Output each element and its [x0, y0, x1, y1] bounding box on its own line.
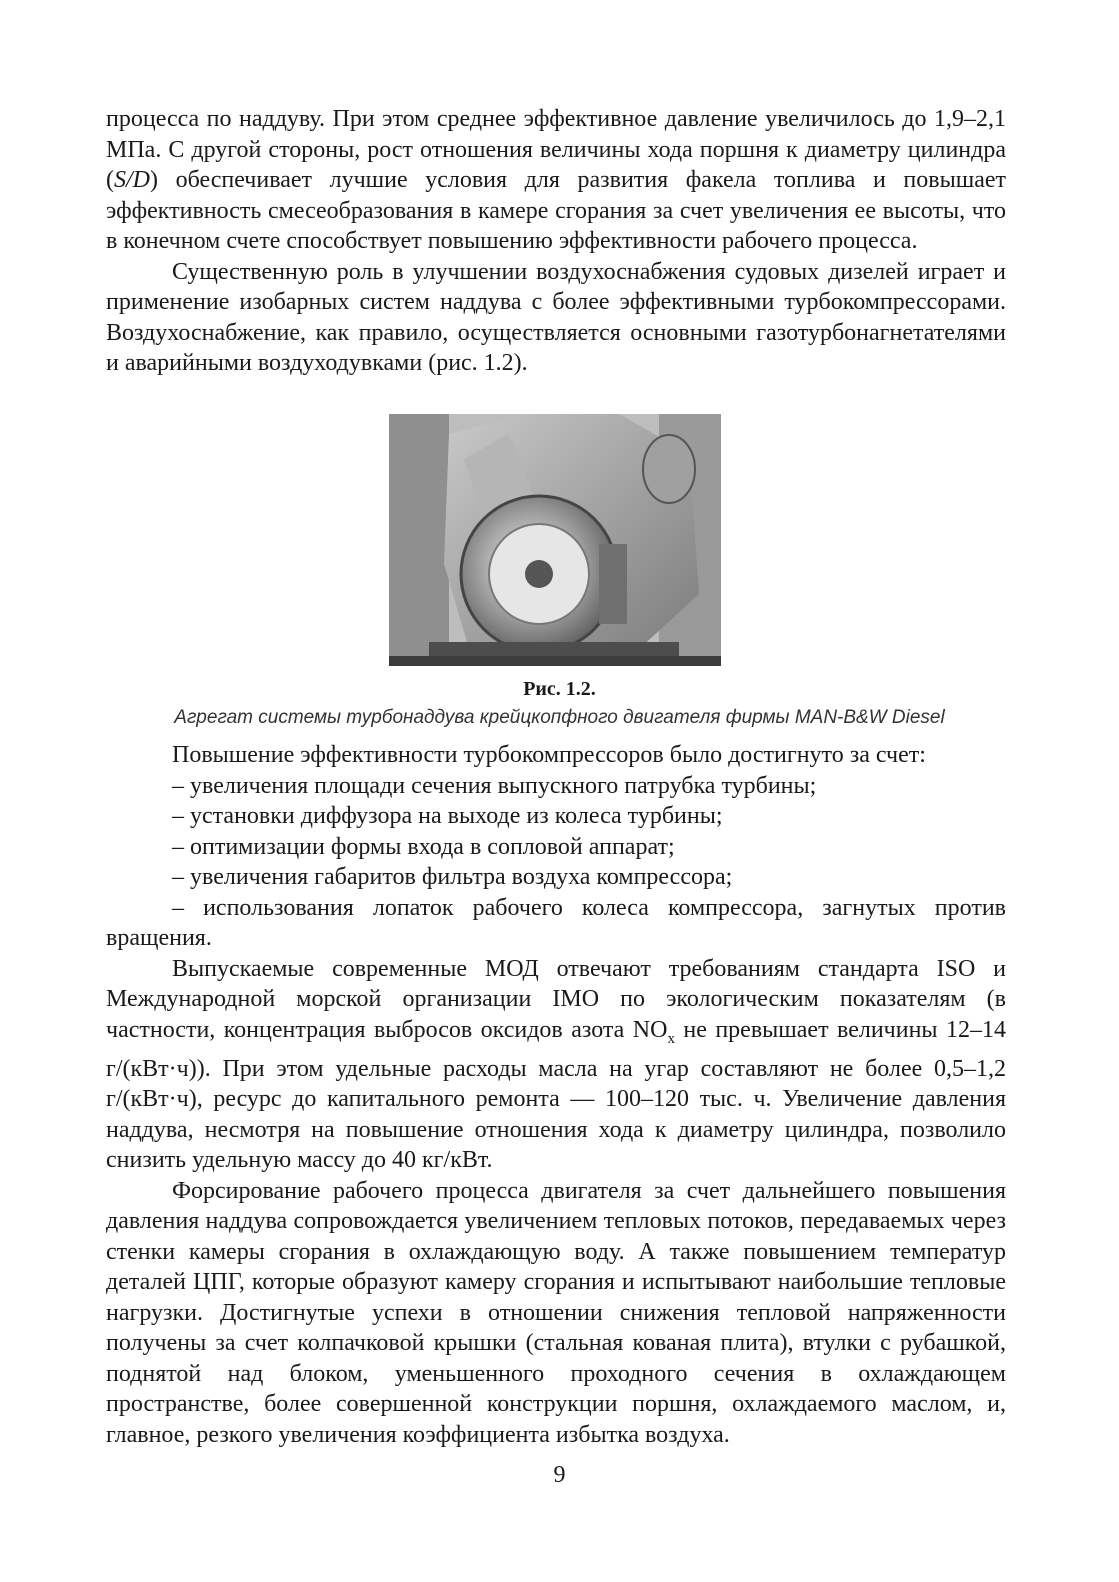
nox-subscript: x [667, 1030, 675, 1047]
paragraph-4: Форсирование рабочего процесса двигателя за счет дальнейшего повышения давления наддува сопровождается увеличением тепловых потоков, передаваемых через стенки камеры сгорания в охлаждающую воду. А также повышением температур деталей ЦПГ, которые образуют камеру сгорания и испытывают наибольшие тепловые нагрузки. Достигнутые успехи в отношении снижения тепловой напряженности получены за счет колпачковой крышки (стальная кованая плита), втулки с рубашкой, поднятой над блоком, уменьшенного проходного сечения в охлаждающем пространстве, более совершенной конструкции поршня, охлаждаемого маслом, и, главное, резкого увеличения коэффициента избытка воздуха. [106, 1177, 1006, 1448]
figure-caption: Агрегат системы турбонаддува крейцкопфного двигателя фирмы MAN-B&W Diesel [174, 707, 945, 728]
paragraph-3-text: Выпускаемые современные МОД отвечают требованиям стандарта ISO и Международной морской организации IMO по экологическим показателям (в частности, концентрация выбросов оксидов азота NO [106, 955, 1006, 1043]
paragraph-1-rest: ) обеспечивает лучшие условия для развития факела топлива и повышает эффективность смесеобразования в камере сгорания за счет увеличения ее высоты, что в конечном счете способствует повышению эффективности рабочего процесса. [106, 167, 1006, 254]
paragraph-1-italic: S/D [114, 167, 150, 193]
paragraph-3 [106, 954, 1006, 1176]
bottom-text-block [106, 740, 1006, 1450]
page-number: 9 [553, 1462, 566, 1488]
paragraph-1 [106, 104, 1006, 257]
top-text-block [106, 104, 1006, 379]
list-item: – использования лопаток рабочего колеса компрессора, загнутых против вращения. [106, 894, 1006, 951]
paragraph-2: Существенную роль в улучшении воздухоснабжения судовых дизелей играет и применение изобарных систем наддува с более эффективными турбокомпрессорами. Воздухоснабжение, как правило, осуществляется основными газотурбонагнетателями и аварийными воздуходувками (рис. 1.2). [106, 258, 1006, 376]
list-intro: Повышение эффективности турбокомпрессоров было достигнуто за счет: [172, 742, 926, 768]
list-item: – увеличения габаритов фильтра воздуха компрессора; [172, 864, 733, 890]
paragraph-3-rest: не превышает величины 12–14 г/(кВт·ч)). При этом удельные расходы масла на угар составляют не более 0,5–1,2 г/(кВт·ч), ресурс до капитального ремонта — 100–120 тыс. ч. Увеличение давления наддува, несмотря на повышение отношения хода к диаметру цилиндра, позволило снизить удельную массу до 40 кг/кВт. [106, 1016, 1006, 1174]
turbocharger-photo [389, 414, 721, 666]
list-item: – увеличения площади сечения выпускного патрубка турбины; [172, 772, 817, 799]
paragraph-1-text: процесса по наддуву. При этом среднее эффективное давление увеличилось до 1,9–2,1 МПа. С другой стороны, рост отношения величины хода поршня к диаметру цилиндра ( [106, 106, 1006, 193]
figure-label: Рис. 1.2. [523, 678, 596, 700]
list-item: – установки диффузора на выходе из колеса турбины; [172, 803, 723, 829]
list-item: – оптимизации формы входа в сопловой аппарат; [172, 833, 675, 860]
